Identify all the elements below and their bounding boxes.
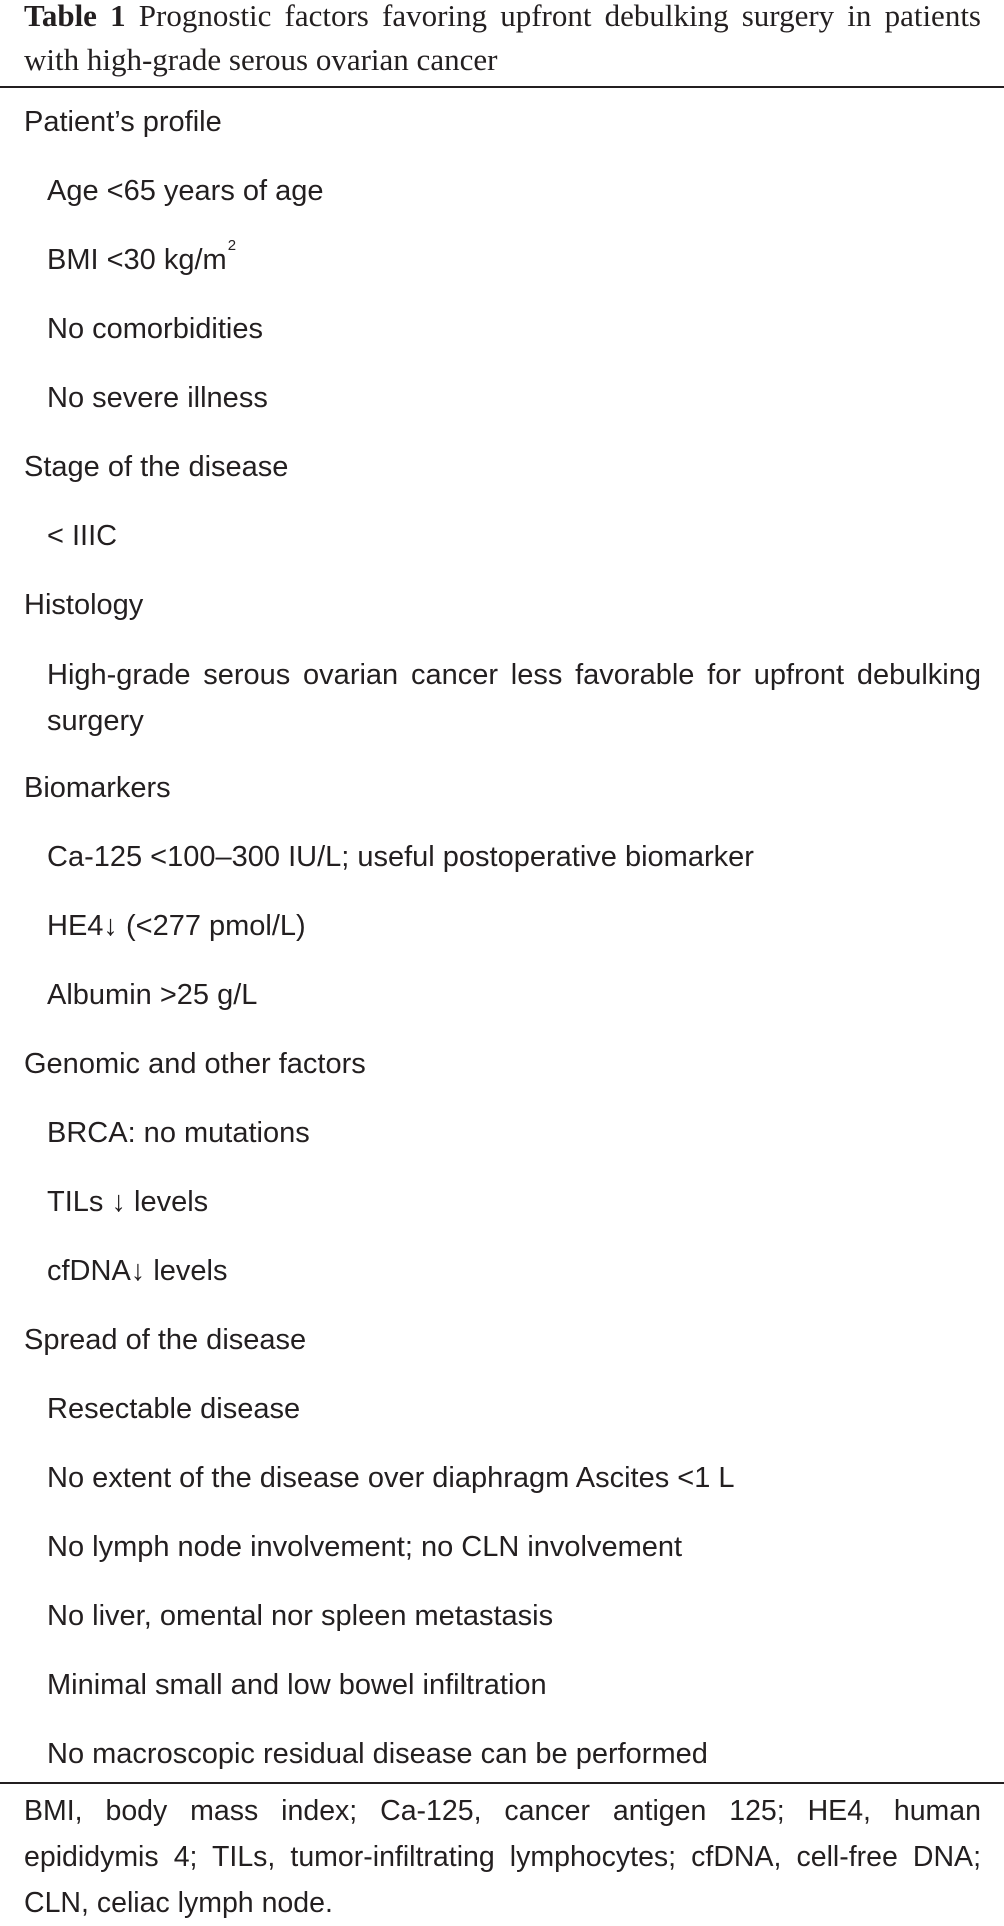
category-label: Genomic and other factors [24,1048,366,1080]
factor-label: cfDNA↓ levels [47,1255,228,1287]
factor-row [0,1444,1004,1513]
factor-label: HE4↓ (<277 pmol/L) [47,910,306,942]
bottom-rule [0,1782,1004,1784]
factor-row [0,1513,1004,1582]
factor-label: High-grade serous ovarian cancer less favorable for upfront debulking surgery [47,659,981,737]
factor-row [0,961,1004,1030]
factor-label: BRCA: no mutations [47,1117,310,1149]
category-row [0,1030,1004,1099]
category-row [0,1306,1004,1375]
category-row [0,88,1004,157]
category-row [0,571,1004,640]
table-caption [24,0,981,82]
factor-row [0,295,1004,364]
category-row [0,433,1004,502]
factor-label: Age <65 years of age [47,175,324,207]
category-label: Spread of the disease [24,1324,307,1356]
factor-label: No comorbidities [47,313,263,345]
table-label: Table 1 [24,0,126,33]
category-row [0,754,1004,823]
factor-label: Minimal small and low bowel infiltration [47,1669,547,1701]
factor-row [0,1720,1004,1789]
category-label: Histology [24,589,144,621]
factor-label: Resectable disease [47,1393,301,1425]
factor-row [0,226,1004,295]
factor-label: < IIIC [47,520,118,552]
factor-row [0,1375,1004,1444]
factor-row [0,1237,1004,1306]
category-label: Stage of the disease [24,451,289,483]
superscript: 2 [227,237,237,254]
factor-label: No macroscopic residual disease can be performed [47,1738,708,1770]
factor-label: No severe illness [47,382,268,414]
factor-row [0,1099,1004,1168]
factor-label: No liver, omental nor spleen metastasis [47,1600,554,1632]
factor-row [0,502,1004,571]
factor-label: TILs ↓ levels [47,1186,209,1218]
factor-row [0,823,1004,892]
factor-label: Ca-125 <100–300 IU/L; useful postoperative biomarker [47,841,754,873]
factor-label: No extent of the disease over diaphragm Ascites <1 L [47,1462,735,1494]
factor-row [0,1168,1004,1237]
factor-row [0,1651,1004,1720]
table-footnote: BMI, body mass index; Ca-125, cancer antigen 125; HE4, human epididymis 4; TILs, tumor-infiltrating lymphocytes; cfDNA, cell-free DNA; CLN, celiac lymph node. [24,1795,981,1919]
factor-label: BMI <30 kg/m [47,244,227,276]
table-body [0,88,1004,1789]
category-label: Patient’s profile [24,106,222,138]
factor-row [0,364,1004,433]
factor-label: Albumin >25 g/L [47,979,258,1011]
category-label: Biomarkers [24,772,171,804]
table-title: Prognostic factors favoring upfront debulking surgery in patients with high-grade serous ovarian cancer [24,0,981,77]
factor-row [0,1582,1004,1651]
factor-row [0,892,1004,961]
factor-row [0,640,981,754]
factor-row [0,157,1004,226]
factor-label: No lymph node involvement; no CLN involvement [47,1531,683,1563]
